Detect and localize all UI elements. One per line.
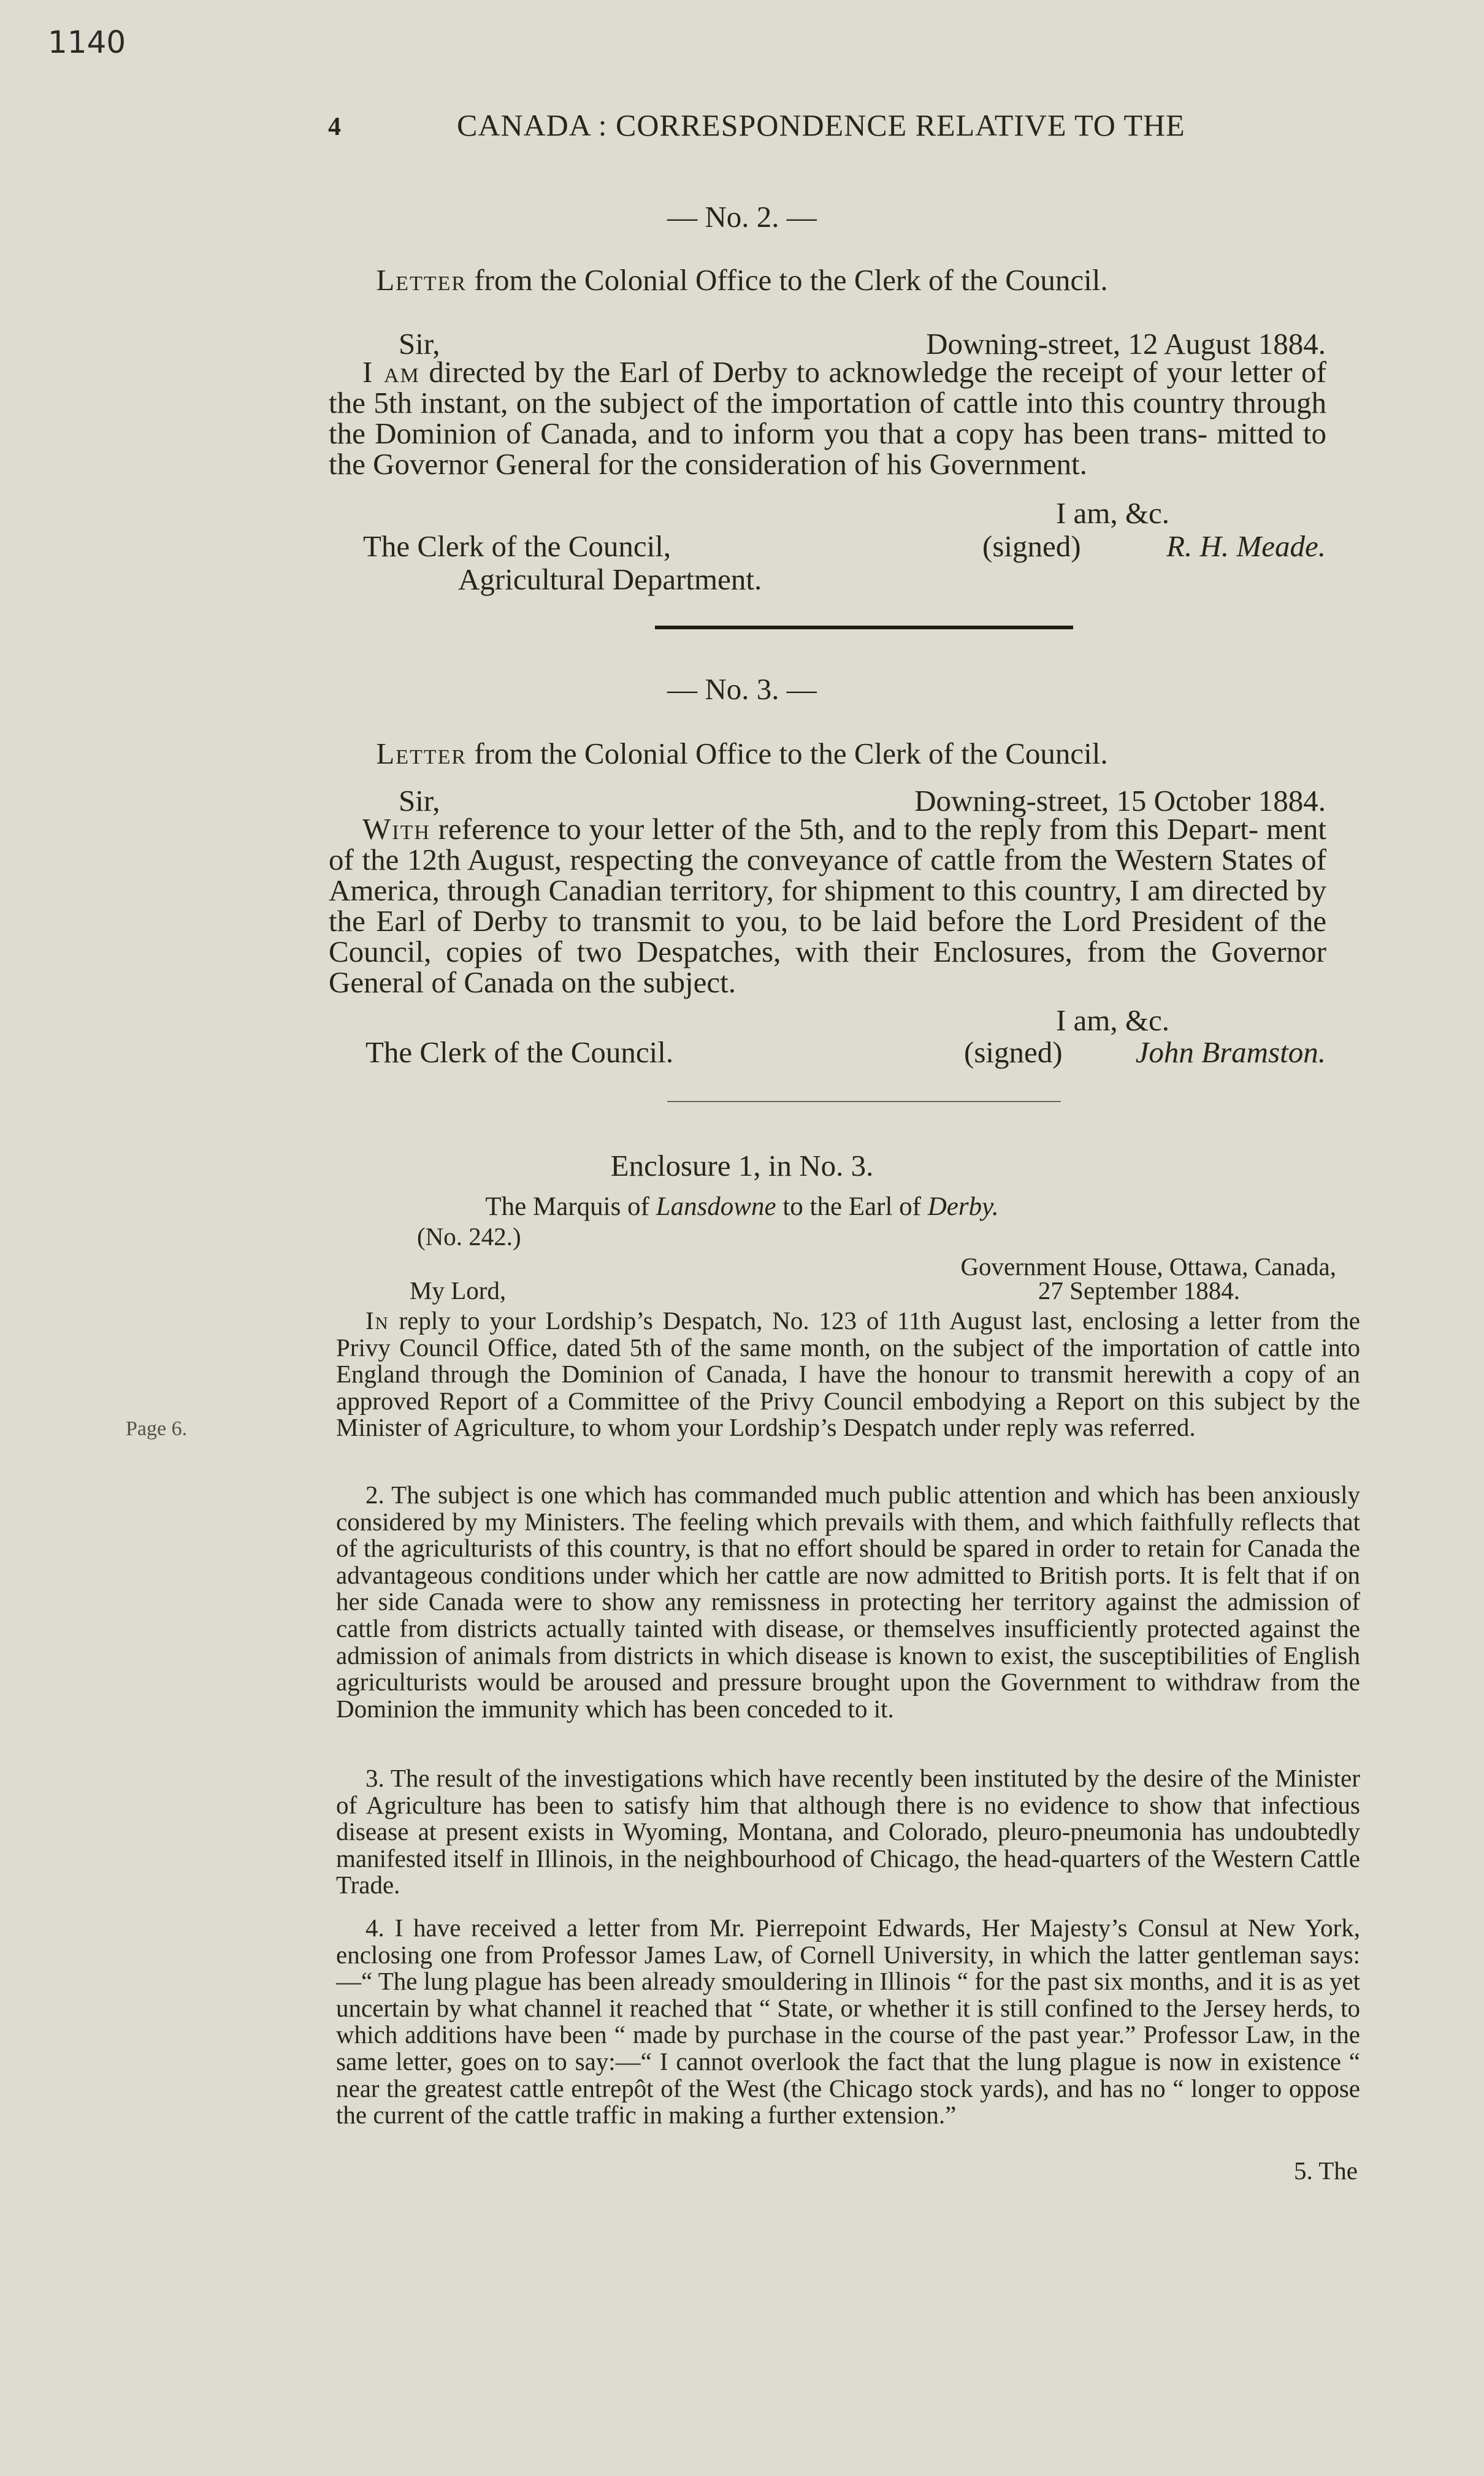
no2-body-rest: directed by the Earl of Derby to acknowledge the receipt of your letter of the 5th instant, on the subject of the importation of cattle into this country through the Dominion of Canada, and to inform you that a copy has been trans- mitted to the Governor General for the consideration of his Government. (329, 355, 1327, 481)
no3-title (0, 736, 1484, 771)
enclosure-from-a: The Marquis of (485, 1192, 656, 1221)
no3-signatory: John Bramston. (1135, 1035, 1326, 1069)
despatch-number: (No. 242.) (417, 1222, 521, 1251)
no2-addressee: The Clerk of the Council, (363, 529, 671, 563)
despatch-paragraph-3: 3. The result of the investigations which have recently been instituted by the desire of the Minister of Agriculture has been to satisfy him that although there is no evidence to show that infectious disease at present exists in Wyoming, Montana, and Colorado, pleuro-pneumonia has undoubtedly manifested itself in Illinois, in the neighbourhood of Chicago, the head-quarters of the Western Cattle Trade. (336, 1764, 1360, 1899)
enclosure-from (0, 1192, 1484, 1222)
enclosure-from-c: to the Earl of (776, 1192, 928, 1221)
despatch-paragraph-4: 4. I have received a letter from Mr. Pierrepoint Edwards, Her Majesty’s Consul at New York, enclosing one from Professor James Law, of Cornell University, in which the latter gentleman says:—“ The lung plague has been already smouldering in Illinois “ for the past six months, and it is as yet uncertain by what channel it reached that “ State, or whether it is still confined to the Jersey herds, to which additions have been “ made by purchase in the course of the past year.” Professor Law, in the same letter, goes on to say:—“ I cannot overlook the fact that the lung plague is now in existence “ near the greatest cattle entrepôt of the West (the Chicago stock yards), and has no “ longer to oppose the current of the cattle traffic in making a further extension.” (336, 1914, 1360, 2129)
no3-addressee: The Clerk of the Council. (365, 1035, 674, 1069)
despatch-salutation: My Lord, (410, 1276, 507, 1305)
no2-body (329, 357, 1326, 480)
no2-title (0, 263, 1484, 297)
no3-body-lead: With (362, 812, 430, 846)
enclosure-from-b: Lansdowne (656, 1192, 776, 1221)
enclosure-from-d: Derby. (927, 1192, 999, 1221)
catchword: 5. The (1293, 2156, 1358, 2185)
section-divider (655, 626, 1073, 629)
no3-salutation: Sir, (399, 784, 440, 818)
no3-title-rest: from the Colonial Office to the Clerk of the Council. (467, 737, 1108, 770)
no2-department: Agricultural Department. (458, 562, 762, 596)
running-head (328, 107, 1285, 150)
no3-body (329, 814, 1326, 998)
page-number: 4 (328, 113, 342, 141)
no2-closing: I am, &c. (1055, 496, 1169, 530)
no3-title-lead: Letter (376, 737, 467, 770)
despatch-date: 27 September 1884. (1038, 1276, 1240, 1305)
despatch-p1-rest: reply to your Lordship’s Despatch, No. 123 of 11th August last, enclosing a letter from the Privy Council Office, dated 5th of the same month, on the subject of the importation of cattle into England through the Dominion of Canada, I have the honour to transmit herewith a copy of an approved Report of a Committee of the Privy Council embodying a Report on this subject by the Minister of Agriculture, to whom your Lordship’s Despatch under reply was referred. (336, 1306, 1360, 1442)
running-title: CANADA : CORRESPONDENCE RELATIVE TO THE (457, 108, 1185, 142)
no3-body-rest: reference to your letter of the 5th, and to the reply from this Depart- ment of the 12th August, respecting the conveyance of cattle from the Western States of America, through Canadian territory, for shipment to this country, I am directed by the Earl of Derby to transmit to you, to be laid before the Lord President of the Council, copies of two Despatches, with their Enclosures, from the Governor General of Canada on the subject. (329, 812, 1326, 999)
no2-heading: — No. 2. — (667, 200, 817, 234)
no3-closing: I am, &c. (1055, 1003, 1169, 1037)
scan-page-number: 1140 (48, 25, 126, 60)
no3-signed: (signed) (964, 1035, 1063, 1069)
no2-title-rest: from the Colonial Office to the Clerk of the Council. (467, 263, 1108, 297)
no2-signed: (signed) (982, 529, 1081, 563)
enclosure-divider (667, 1101, 1061, 1102)
no2-body-lead: I am (362, 355, 420, 389)
no2-signatory: R. H. Meade. (1166, 529, 1326, 563)
despatch-paragraph-1 (336, 1308, 1360, 1441)
no3-heading: — No. 3. — (667, 672, 817, 706)
no2-salutation: Sir, (399, 327, 440, 361)
no3-dateline: Downing-street, 15 October 1884. (914, 784, 1326, 818)
despatch-address: Government House, Ottawa, Canada, (960, 1252, 1336, 1281)
despatch-paragraph-2: 2. The subject is one which has commanded much public attention and which has been anxiously considered by my Ministers. The feeling which prevails with them, and which faithfully reflects that of the agriculturists of this country, is that no effort should be spared in order to retain for Canada the advantageous conditions under which her cattle are now admitted to British ports. It is felt that if on her side Canada were to show any remissness in protecting her territory against the admission of cattle from districts actually tainted with disease, or themselves insufficiently protected against the admission of animals from districts in which disease is known to exist, the susceptibilities of English agriculturists would be aroused and pressure brought upon the Government to withdraw from the Dominion the immunity which has been conceded to it. (336, 1481, 1360, 1723)
enclosure-heading: Enclosure 1, in No. 3. (610, 1149, 874, 1182)
no2-title-lead: Letter (376, 263, 467, 297)
margin-page-reference: Page 6. (126, 1417, 188, 1440)
no2-dateline: Downing-street, 12 August 1884. (926, 327, 1326, 361)
despatch-p1-lead: In (365, 1306, 389, 1335)
